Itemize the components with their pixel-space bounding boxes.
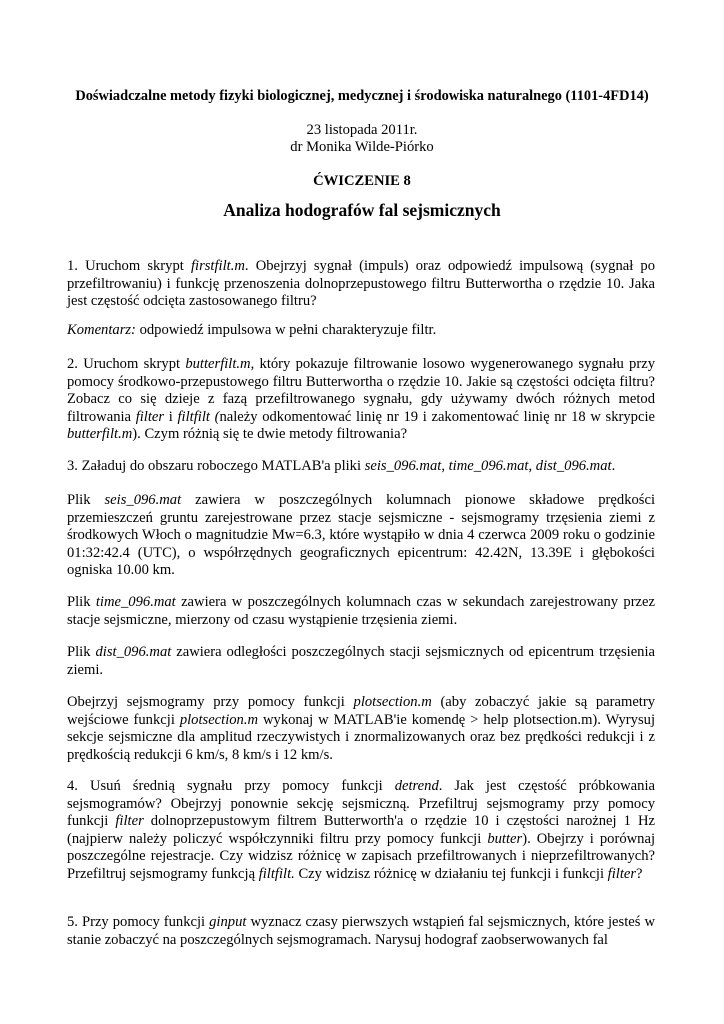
comment-label: Komentarz: — [67, 322, 136, 338]
paragraph-seis-file: Plik seis_096.mat zawiera w poszczególnych kolumnach pionowe składowe prędkości przemieszczeń gruntu zarejestrowane przez stacje sejsmiczne - sejsmogramy trzęsienia ziemi z środkowych Włoch o magnitudzie Mw=6.3, które wystąpiło w dnia 4 czerwca 2009 roku o godzinie 01:32:42.4 (UTC), o współrzędnych geograficznych epicentrum: 42.42N, 13.39E i głębokości ogniska 10.00 km. — [67, 492, 655, 579]
paragraph-task-2: 2. Uruchom skrypt butterfilt.m, który pokazuje filtrowanie losowo wygenerowanego sygnału przy pomocy środkowo-przepustowego filtru Butterwortha o rzędzie 10. Jakie są częstości odcięta filtru? Zobacz co się dzieje z fazą przefiltrowanego sygnału, gdy używamy dwóch różnych metod filtrowania filter i filtfilt (należy odkomentować linię nr 19 i zakomentować linię nr 18 w skrypcie butterfilt.m). Czym różnią się te dwie metody filtrowania? — [67, 356, 655, 443]
paragraph-task-1: 1. Uruchom skrypt firstfilt.m. Obejrzyj sygnał (impuls) oraz odpowiedź impulsową (sygnał po przefiltrowaniu) i funkcję przenoszenia dolnoprzepustowego filtru Butterwortha o rzędzie 10. Jaka jest częstość odcięta zastosowanego filtru? — [67, 258, 655, 310]
teacher-name: dr Monika Wilde-Piórko — [290, 139, 434, 155]
paragraph-task-4: 4. Usuń średnią sygnału przy pomocy funkcji detrend. Jak jest częstość próbkowania sejsmogramów? Obejrzyj ponownie sekcję sejsmiczną. Przefiltruj sejsmogramy przy pomocy funkcji filter dolnoprzepustowym filtrem Butterworth'a o rzędzie 10 i częstości narożnej 1 Hz (najpierw należy policzyć współczynniki filtru przy pomocy funkcji butter). Obejrzy i porównaj poszczególne rejestracje. Czy widzisz różnicę w zapisach przefiltrowanych i nieprzefiltrowanych? Przefiltruj sejsmogramy funkcją filtfilt. Czy widzisz różnicę w działaniu tej funkcji i funkcji filter? — [67, 778, 655, 882]
filename: firstfilt.m — [190, 258, 245, 274]
paragraph-dist-file: Plik dist_096.mat zawiera odległości poszczególnych stacji sejsmicznych od epicentrum trzęsienia ziemi. — [67, 644, 655, 678]
paragraph-plotsection: Obejrzyj sejsmogramy przy pomocy funkcji plotsection.m (aby zobaczyć jakie są parametry wejściowe funkcji plotsection.m wykonaj w MATLAB'ie komendę > help plotsection.m). Wyrysuj sekcje sejsmiczne dla amplitud rzeczywistych i znormalizowanych oraz bez prędkości redukcji i z prędkością redukcji 6 km/s, 8 km/s i 12 km/s. — [67, 694, 656, 763]
course-title: Doświadczalne metody fizyki biologicznej, medycznej i środowiska naturalnego (1101-4FD14) — [75, 88, 649, 104]
date: 23 listopada 2011r. — [306, 122, 418, 138]
exercise-title: Analiza hodografów fal sejsmicznych — [223, 200, 501, 220]
paragraph-time-file: Plik time_096.mat zawiera w poszczególnych kolumnach czas w sekundach zarejestrowany przez stacje sejsmiczne, mierzony od czasu wystąpienie trzęsienia ziemi. — [67, 594, 655, 628]
paragraph-task-5: 5. Przy pomocy funkcji ginput wyznacz czasy pierwszych wstąpień fal sejsmicznych, które jesteś w stanie zobaczyć na poszczególnych sejsmogramach. Narysuj hodograf zaobserwowanych fal — [67, 914, 655, 948]
paragraph-comment: Komentarz: odpowiedź impulsowa w pełni charakteryzuje filtr. — [67, 322, 437, 338]
paragraph-task-3: 3. Załaduj do obszaru roboczego MATLAB'a pliki seis_096.mat, time_096.mat, dist_096.mat. — [67, 458, 616, 474]
exercise-number: ĆWICZENIE 8 — [313, 173, 411, 189]
